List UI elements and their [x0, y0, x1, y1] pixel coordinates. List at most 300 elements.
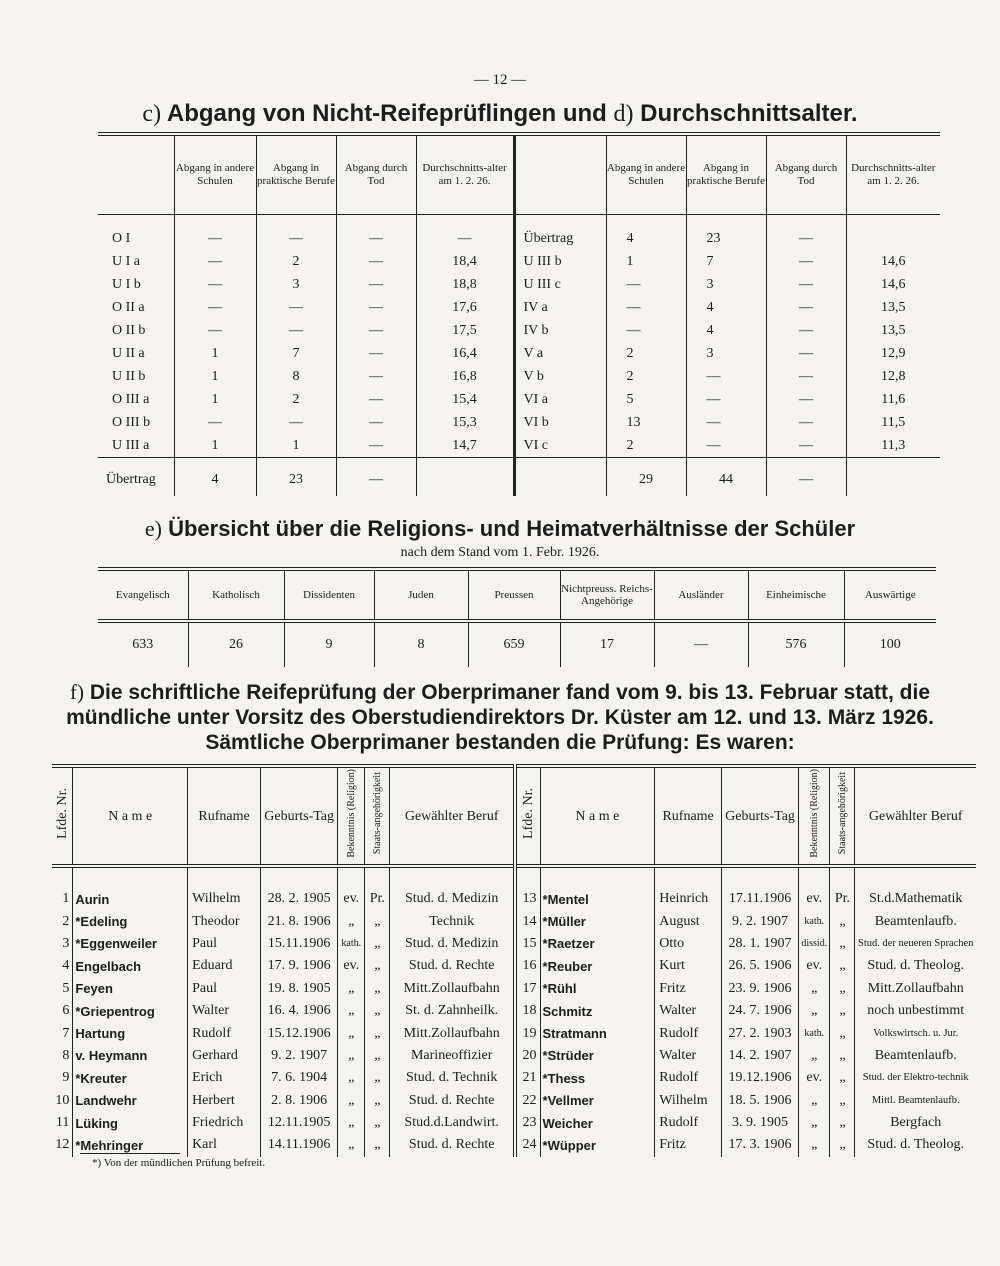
- graduate-cell: Technik: [390, 910, 515, 932]
- graduate-row: [52, 955, 976, 977]
- cd-cell: 4: [686, 296, 766, 319]
- graduate-cell: Rudolf: [655, 1067, 722, 1089]
- cd-total-cell: 44: [686, 458, 766, 497]
- graduate-cell: Herbert: [188, 1090, 261, 1112]
- graduate-cell: 9: [62, 1070, 70, 1086]
- graduate-cell: Stud.d.Landwirt.: [390, 1112, 515, 1134]
- graduate-row: [52, 978, 976, 1000]
- cd-cell: —: [416, 215, 514, 251]
- graduate-cell: „: [799, 978, 830, 1000]
- cd-cell: —: [256, 215, 336, 251]
- graduate-cell: „: [830, 1134, 855, 1156]
- graduate-cell: „: [338, 978, 365, 1000]
- graduate-cell: *Vellmer: [540, 1090, 655, 1112]
- cd-row: [98, 365, 940, 388]
- graduate-row: [52, 1045, 976, 1067]
- cd-cell: —: [686, 411, 766, 434]
- graduate-cell: Theodor: [188, 910, 261, 932]
- graduate-cell: *Mehringer: [73, 1134, 188, 1156]
- graduate-cell: 5: [62, 980, 70, 996]
- graduate-cell: ev.: [338, 955, 365, 977]
- cd-cell: 2: [256, 388, 336, 411]
- graduate-cell: Schmitz: [540, 1000, 655, 1022]
- graduate-cell: Walter: [655, 1000, 722, 1022]
- graduate-cell: „: [830, 1000, 855, 1022]
- cd-cell: O II a: [112, 299, 145, 315]
- graduate-cell: *Raetzer: [540, 933, 655, 955]
- graduate-cell: Pr.: [830, 866, 855, 910]
- graduate-cell: Marineoffizier: [390, 1045, 515, 1067]
- cd-cell: [846, 215, 940, 251]
- graduate-cell: „: [338, 1022, 365, 1044]
- religion-header-cell: Dissidenten: [284, 569, 374, 621]
- cd-total-cell: —: [336, 458, 416, 497]
- graduate-cell: St. d. Zahnheilk.: [390, 1000, 515, 1022]
- graduate-row: [52, 866, 976, 910]
- graduate-cell: 19. 8. 1905: [261, 978, 338, 1000]
- graduates-header-rufname: Rufname: [655, 766, 722, 866]
- graduate-cell: Otto: [655, 933, 722, 955]
- cd-header-cell: Durchschnitts-alter am 1. 2. 26.: [846, 134, 940, 215]
- graduate-cell: noch unbestimmt: [855, 1000, 976, 1022]
- cd-cell: 13: [606, 411, 686, 434]
- cd-cell: —: [766, 250, 846, 273]
- graduates-header-name: N a m e: [73, 766, 188, 866]
- graduate-cell: Stud. d. Theolog.: [855, 1134, 976, 1156]
- graduate-cell: Wilhelm: [188, 866, 261, 910]
- cd-cell: 2: [256, 250, 336, 273]
- graduate-cell: Erich: [188, 1067, 261, 1089]
- cd-cell: —: [336, 434, 416, 458]
- graduates-header-label: Lfde. Nr.: [54, 788, 70, 839]
- graduates-header-staat: [830, 766, 855, 866]
- graduates-header-label: Staats-angehörigkeit: [371, 772, 383, 855]
- graduate-cell: Eduard: [188, 955, 261, 977]
- cd-cell: 2: [606, 434, 686, 458]
- graduate-cell: 17: [515, 978, 540, 1000]
- cd-cell: —: [686, 365, 766, 388]
- graduate-row: [52, 1067, 976, 1089]
- cd-row: [98, 434, 940, 458]
- graduate-cell: *Edeling: [73, 910, 188, 932]
- graduate-cell: „: [830, 978, 855, 1000]
- cd-cell: —: [606, 319, 686, 342]
- cd-cell: IV b: [514, 319, 606, 342]
- cd-cell: —: [766, 273, 846, 296]
- graduate-cell: 23. 9. 1906: [721, 978, 798, 1000]
- cd-row: [98, 319, 940, 342]
- cd-total-row: [98, 458, 940, 497]
- cd-total-cell: 4: [174, 458, 256, 497]
- graduate-cell: Stratmann: [540, 1022, 655, 1044]
- cd-cell: O III b: [112, 414, 151, 430]
- cd-cell: 13,5: [846, 296, 940, 319]
- cd-cell: —: [336, 250, 416, 273]
- graduate-cell: „: [365, 1112, 390, 1134]
- section-e-subtitle: nach dem Stand vom 1. Febr. 1926.: [400, 545, 600, 560]
- graduate-cell: kath.: [799, 1022, 830, 1044]
- graduate-cell: 14: [515, 910, 540, 932]
- graduate-cell: 8: [62, 1047, 70, 1063]
- graduate-cell: Stud. d. Rechte: [390, 1090, 515, 1112]
- graduates-header-rufname: Rufname: [188, 766, 261, 866]
- graduate-cell: Stud. d. Technik: [390, 1067, 515, 1089]
- graduate-cell: 22: [515, 1090, 540, 1112]
- cd-cell: 5: [606, 388, 686, 411]
- cd-cell: —: [766, 388, 846, 411]
- cd-cell: —: [686, 434, 766, 458]
- religion-value-cell: 17: [560, 621, 654, 667]
- graduate-cell: „: [830, 1112, 855, 1134]
- graduate-cell: „: [799, 1090, 830, 1112]
- graduate-cell: Stud. d. Medizin: [390, 933, 515, 955]
- cd-total-cell: 29: [606, 458, 686, 497]
- graduate-cell: 18: [515, 1000, 540, 1022]
- cd-cell: 1: [174, 434, 256, 458]
- graduates-header-geb: Geburts-Tag: [721, 766, 798, 866]
- cd-cell: 18,8: [416, 273, 514, 296]
- page-number: — 12 —: [473, 72, 527, 88]
- graduate-cell: 1: [62, 891, 70, 907]
- graduate-cell: Weicher: [540, 1112, 655, 1134]
- cd-cell: 1: [174, 342, 256, 365]
- graduate-cell: Hartung: [73, 1022, 188, 1044]
- cd-cell: —: [766, 342, 846, 365]
- cd-cell: 12,9: [846, 342, 940, 365]
- graduate-cell: Heinrich: [655, 866, 722, 910]
- cd-header-cell: [514, 134, 606, 215]
- section-f-prefix: f): [69, 680, 84, 704]
- graduate-cell: *Mentel: [540, 866, 655, 910]
- graduate-cell: „: [799, 1045, 830, 1067]
- religion-header-cell: Nichtpreuss. Reichs-Angehörige: [560, 569, 654, 621]
- graduate-cell: 17. 3. 1906: [721, 1134, 798, 1156]
- cd-cell: 1: [174, 388, 256, 411]
- graduate-cell: „: [830, 1090, 855, 1112]
- graduate-cell: 23: [515, 1112, 540, 1134]
- graduate-cell: „: [338, 1000, 365, 1022]
- cd-row: [98, 250, 940, 273]
- cd-cell: 3: [686, 273, 766, 296]
- cd-cell: —: [174, 250, 256, 273]
- graduate-cell: 9. 2. 1907: [721, 910, 798, 932]
- religion-header-cell: Evangelisch: [115, 589, 170, 601]
- cd-cell: 17,5: [416, 319, 514, 342]
- graduate-row: [52, 910, 976, 932]
- cd-total-cell: [846, 458, 940, 497]
- footnote-rule: [80, 1153, 180, 1154]
- graduate-cell: *Eggenweiler: [73, 933, 188, 955]
- graduate-cell: 15: [515, 933, 540, 955]
- graduate-cell: 7. 6. 1904: [261, 1067, 338, 1089]
- cd-cell: 18,4: [416, 250, 514, 273]
- graduate-cell: „: [365, 933, 390, 955]
- religion-header-cell: Katholisch: [188, 569, 284, 621]
- graduate-cell: „: [365, 910, 390, 932]
- graduate-cell: 7: [62, 1025, 70, 1041]
- section-e-title: [0, 516, 1000, 542]
- cd-cell: —: [336, 342, 416, 365]
- graduate-cell: ev.: [338, 866, 365, 910]
- cd-cell: 7: [686, 250, 766, 273]
- graduate-cell: August: [655, 910, 722, 932]
- graduate-cell: Engelbach: [73, 955, 188, 977]
- section-e-heading: Übersicht über die Religions- und Heimatverhältnisse der Schüler: [168, 516, 856, 541]
- graduate-cell: *Wüpper: [540, 1134, 655, 1156]
- religion-header-cell: Preussen: [468, 569, 560, 621]
- cd-cell: 3: [256, 273, 336, 296]
- cd-cell: 4: [686, 319, 766, 342]
- religion-value-cell: 8: [374, 621, 468, 667]
- graduate-cell: St.d.Mathematik: [855, 866, 976, 910]
- graduate-cell: Fritz: [655, 978, 722, 1000]
- graduate-cell: „: [365, 1134, 390, 1156]
- graduate-cell: 28. 1. 1907: [721, 933, 798, 955]
- graduates-header-label: Bekenntnis (Religion): [345, 769, 357, 858]
- graduate-cell: „: [338, 1134, 365, 1156]
- cd-cell: —: [336, 319, 416, 342]
- graduate-cell: „: [338, 1045, 365, 1067]
- graduate-cell: 21: [515, 1067, 540, 1089]
- graduate-cell: *Müller: [540, 910, 655, 932]
- graduates-header-name: N a m e: [540, 766, 655, 866]
- graduate-cell: 2. 8. 1906: [261, 1090, 338, 1112]
- cd-cell: —: [606, 273, 686, 296]
- graduate-cell: 11: [55, 1115, 70, 1131]
- cd-cell: Übertrag: [514, 215, 606, 251]
- graduate-cell: Wilhelm: [655, 1090, 722, 1112]
- religion-value-cell: 9: [284, 621, 374, 667]
- graduate-cell: kath.: [338, 933, 365, 955]
- section-f-line1: Die schriftliche Reifeprüfung der Oberprimaner fand vom 9. bis 13. Februar statt, die: [89, 681, 931, 704]
- cd-cell: —: [766, 319, 846, 342]
- cd-cell: U I b: [112, 276, 141, 292]
- graduate-cell: kath.: [799, 910, 830, 932]
- graduate-cell: 10: [55, 1092, 70, 1108]
- graduate-cell: 2: [62, 913, 70, 929]
- cd-header-cell: Abgang in praktische Berufe: [686, 134, 766, 215]
- graduate-cell: 12.11.1905: [261, 1112, 338, 1134]
- cd-cell: —: [174, 319, 256, 342]
- graduate-cell: v. Heymann: [73, 1045, 188, 1067]
- cd-row: [98, 342, 940, 365]
- graduate-cell: „: [830, 1067, 855, 1089]
- graduate-cell: Beamtenlaufb.: [855, 910, 976, 932]
- graduate-cell: „: [365, 1045, 390, 1067]
- section-d-prefix: d): [613, 101, 634, 127]
- graduate-cell: „: [365, 1067, 390, 1089]
- section-f-line2: mündliche unter Vorsitz des Oberstudiendirektors Dr. Küster am 12. und 13. März 1926.: [66, 706, 934, 729]
- religion-value-cell: 26: [188, 621, 284, 667]
- section-e-prefix: e): [144, 516, 162, 541]
- graduate-cell: Landwehr: [73, 1090, 188, 1112]
- graduate-cell: Mitt.Zollaufbahn: [390, 978, 515, 1000]
- cd-cell: 17,6: [416, 296, 514, 319]
- graduate-cell: „: [830, 910, 855, 932]
- cd-cell: 15,3: [416, 411, 514, 434]
- cd-cell: IV a: [514, 296, 606, 319]
- graduate-cell: Stud. der Elektro-technik: [855, 1067, 976, 1089]
- cd-cell: 1: [256, 434, 336, 458]
- graduate-cell: „: [830, 955, 855, 977]
- cd-cell: 11,3: [846, 434, 940, 458]
- graduate-cell: Lüking: [73, 1112, 188, 1134]
- section-c-prefix: c): [142, 101, 162, 127]
- cd-total-cell: Übertrag: [106, 472, 156, 487]
- graduate-cell: 3. 9. 1905: [721, 1112, 798, 1134]
- religion-value-cell: 633: [132, 637, 154, 652]
- graduate-cell: 20: [515, 1045, 540, 1067]
- cd-cell: 4: [606, 215, 686, 251]
- graduates-header-nr: [515, 766, 540, 866]
- graduate-cell: „: [799, 1134, 830, 1156]
- graduate-cell: „: [365, 955, 390, 977]
- cd-cell: 11,5: [846, 411, 940, 434]
- cd-cell: 13,5: [846, 319, 940, 342]
- cd-cell: O I: [112, 230, 131, 246]
- cd-row: [98, 273, 940, 296]
- graduates-header-beruf: Gewählter Beruf: [390, 766, 515, 866]
- cd-cell: —: [174, 273, 256, 296]
- graduate-cell: Friedrich: [188, 1112, 261, 1134]
- cd-cell: O II b: [112, 322, 146, 338]
- graduate-cell: „: [365, 1022, 390, 1044]
- section-f-line3: Sämtliche Oberprimaner bestanden die Prüfung: Es waren:: [205, 731, 795, 754]
- graduate-cell: 18. 5. 1906: [721, 1090, 798, 1112]
- cd-row: [98, 411, 940, 434]
- cd-row: [98, 388, 940, 411]
- graduate-cell: 28. 2. 1905: [261, 866, 338, 910]
- graduate-cell: Mitt.Zollaufbahn: [855, 978, 976, 1000]
- graduate-cell: *Griepentrog: [73, 1000, 188, 1022]
- cd-cell: 14,7: [416, 434, 514, 458]
- graduate-row: [52, 1112, 976, 1134]
- graduates-header-bek: [799, 766, 830, 866]
- graduate-cell: Rudolf: [655, 1022, 722, 1044]
- cd-total-cell: 23: [256, 458, 336, 497]
- cd-cell: VI c: [514, 434, 606, 458]
- graduate-cell: 19.12.1906: [721, 1067, 798, 1089]
- graduate-row: [52, 1000, 976, 1022]
- graduates-header-label: Lfde. Nr.: [520, 788, 536, 839]
- graduate-cell: 6: [62, 1003, 70, 1019]
- cd-cell: —: [766, 296, 846, 319]
- graduate-cell: „: [365, 1000, 390, 1022]
- graduate-cell: 17. 9. 1906: [261, 955, 338, 977]
- religion-origin-table: [98, 567, 936, 667]
- graduate-cell: „: [338, 1112, 365, 1134]
- cd-cell: —: [766, 434, 846, 458]
- cd-cell: —: [174, 411, 256, 434]
- section-cd-title: [0, 100, 1000, 128]
- graduate-cell: 24. 7. 1906: [721, 1000, 798, 1022]
- graduate-cell: *Strüder: [540, 1045, 655, 1067]
- graduate-cell: Feyen: [73, 978, 188, 1000]
- cd-cell: —: [256, 411, 336, 434]
- graduate-row: [52, 933, 976, 955]
- religion-header-cell: Auswärtige: [844, 569, 936, 621]
- cd-header-cell: Abgang in andere Schulen: [606, 134, 686, 215]
- graduate-cell: „: [338, 1090, 365, 1112]
- religion-header-cell: Einheimische: [748, 569, 844, 621]
- religion-value-cell: —: [654, 621, 748, 667]
- graduate-cell: 24: [515, 1134, 540, 1156]
- graduate-cell: „: [799, 1000, 830, 1022]
- cd-cell: —: [336, 388, 416, 411]
- graduate-cell: „: [338, 910, 365, 932]
- cd-cell: 3: [686, 342, 766, 365]
- graduate-cell: 17.11.1906: [721, 866, 798, 910]
- cd-cell: —: [686, 388, 766, 411]
- departure-age-table: [98, 132, 940, 496]
- cd-cell: —: [336, 273, 416, 296]
- graduate-cell: Aurin: [73, 866, 188, 910]
- graduate-cell: *Rühl: [540, 978, 655, 1000]
- cd-cell: VI b: [514, 411, 606, 434]
- cd-total-cell: —: [766, 458, 846, 497]
- graduates-header-beruf: Gewählter Beruf: [855, 766, 976, 866]
- graduates-header-label: Staats-angehörigkeit: [836, 772, 848, 855]
- religion-value-cell: 576: [748, 621, 844, 667]
- cd-cell: 23: [686, 215, 766, 251]
- graduate-cell: Stud. d. Rechte: [390, 1134, 515, 1156]
- graduate-cell: 21. 8. 1906: [261, 910, 338, 932]
- graduate-cell: 16: [515, 955, 540, 977]
- graduate-cell: Bergfach: [855, 1112, 976, 1134]
- graduates-table: [52, 764, 976, 1157]
- graduate-cell: 16. 4. 1906: [261, 1000, 338, 1022]
- cd-cell: 16,4: [416, 342, 514, 365]
- religion-header-cell: Juden: [374, 569, 468, 621]
- cd-cell: —: [766, 365, 846, 388]
- cd-cell: 8: [256, 365, 336, 388]
- section-d-title: Durchschnittsalter.: [640, 100, 858, 127]
- graduate-cell: „: [830, 1045, 855, 1067]
- cd-cell: 15,4: [416, 388, 514, 411]
- graduate-cell: Stud. d. Theolog.: [855, 955, 976, 977]
- cd-row: [98, 296, 940, 319]
- cd-cell: U II a: [112, 345, 145, 361]
- graduates-header-staat: [365, 766, 390, 866]
- cd-cell: V a: [514, 342, 606, 365]
- graduate-cell: 15.11.1906: [261, 933, 338, 955]
- graduate-cell: 13: [515, 866, 540, 910]
- graduate-cell: 9. 2. 1907: [261, 1045, 338, 1067]
- graduate-cell: Stud. d. Medizin: [390, 866, 515, 910]
- cd-cell: 14,6: [846, 250, 940, 273]
- religion-value-cell: 659: [468, 621, 560, 667]
- graduate-cell: Volkswirtsch. u. Jur.: [855, 1022, 976, 1044]
- graduate-cell: Fritz: [655, 1134, 722, 1156]
- graduate-cell: ev.: [799, 866, 830, 910]
- graduate-cell: 14.11.1906: [261, 1134, 338, 1156]
- section-f-text: [0, 680, 1000, 755]
- graduate-cell: 15.12.1906: [261, 1022, 338, 1044]
- graduate-cell: 4: [62, 958, 70, 974]
- cd-cell: —: [336, 411, 416, 434]
- cd-header-cell: Abgang durch Tod: [336, 134, 416, 215]
- section-c-title: Abgang von Nicht-Reifeprüflingen und: [166, 100, 607, 127]
- graduate-cell: 3: [62, 935, 70, 951]
- graduate-cell: „: [830, 933, 855, 955]
- cd-cell: V b: [514, 365, 606, 388]
- cd-cell: —: [256, 319, 336, 342]
- graduate-cell: 26. 5. 1906: [721, 955, 798, 977]
- graduates-header-bek: [338, 766, 365, 866]
- cd-cell: O III a: [112, 391, 150, 407]
- religion-value-cell: 100: [844, 621, 936, 667]
- graduate-cell: „: [830, 1022, 855, 1044]
